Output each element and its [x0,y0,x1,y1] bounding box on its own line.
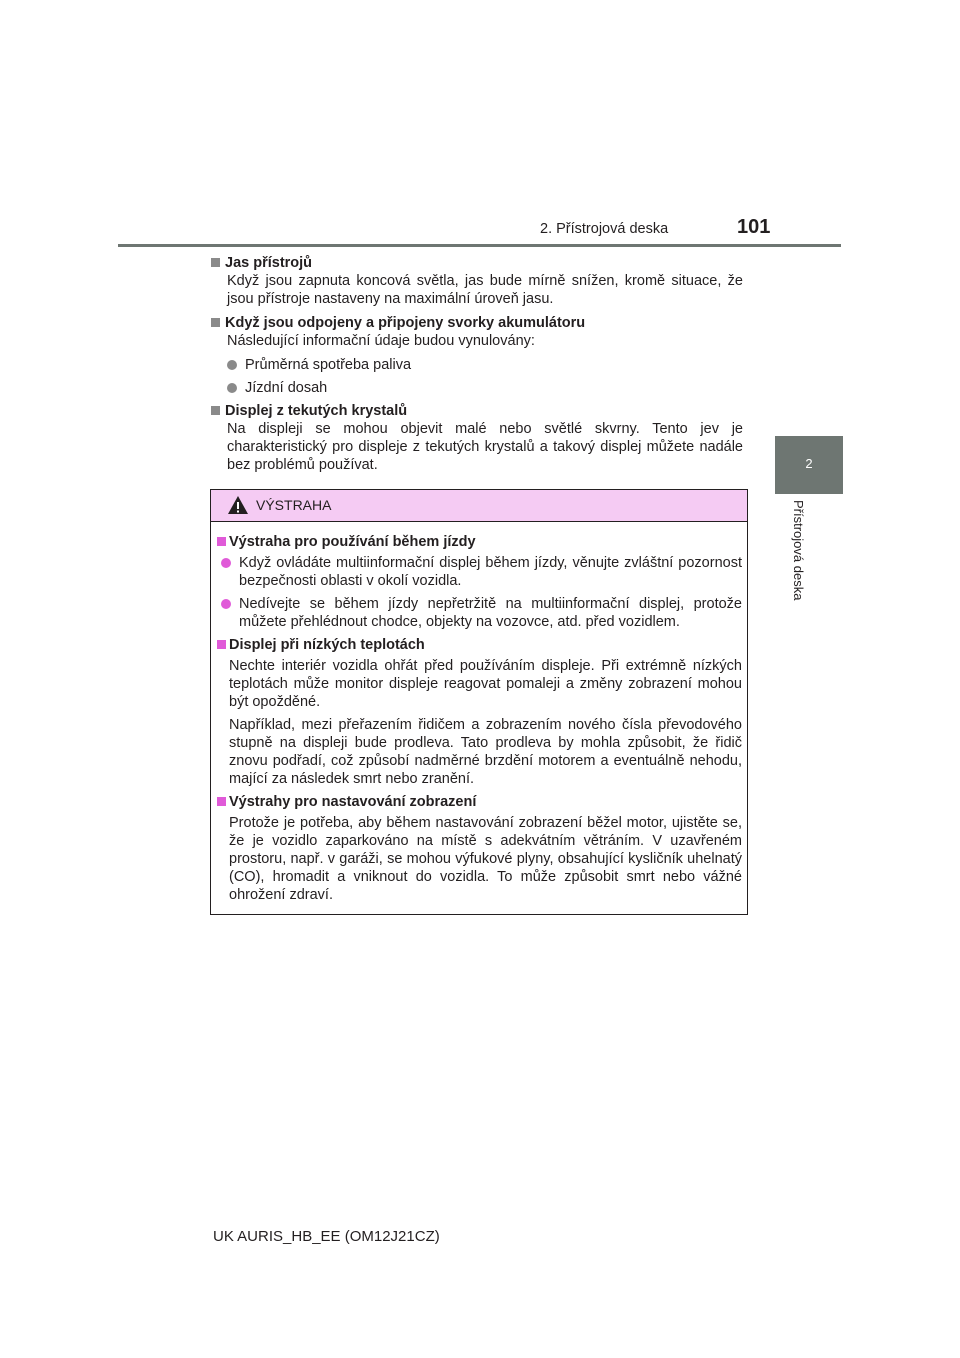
chapter-title: 2. Přístrojová deska [540,221,669,237]
warning-list-item-text: Když ovládáte multiinformační displej během jízdy, věnujte zvláštní pozornost bezpečnosti oblasti v okolí vozidla. [239,555,742,589]
page-number: 101 [737,216,771,238]
section-text: Když jsou zapnuta koncová světla, jas bude mírně snížen, kromě situace, že jsou přístroje nastaveny na maximální úroveň jasu. [227,273,743,307]
section-heading-text: Displej z tekutých krystalů [225,403,408,419]
round-bullet-icon [221,558,231,568]
round-bullet-icon [221,599,231,609]
warning-body [217,533,742,904]
warning-box [210,489,748,915]
round-bullet-icon [227,383,237,393]
warning-heading [217,793,742,811]
warning-heading-text: Displej při nízkých teplotách [229,637,425,653]
section-text: Následující informační údaje budou vynulovány: [227,333,535,349]
list-item-text: Průměrná spotřeba paliva [245,357,412,373]
side-tab-label: Přístrojová deska [791,500,806,601]
side-tab-number: 2 [805,456,813,471]
square-bullet-icon [211,318,220,327]
warning-heading-text: Výstrahy pro nastavování zobrazení [229,794,477,810]
warning-triangle-icon [227,495,249,515]
list-item-text: Jízdní dosah [245,380,328,396]
section-heading [211,402,743,420]
section-text: Na displeji se mohou objevit malé nebo světlé skvrny. Tento jev je charakteristický pro displeje z tekutých krystalů a takový displej můžete nadále bez problémů používat. [227,421,743,473]
warning-list-item [217,595,742,631]
warning-list-item-text: Nedívejte se během jízdy nepřetržitě na multiinformační displej, protože můžete přehlédnout chodce, objekty na vozovce, atd. před vozidlem. [239,596,742,630]
section-heading-text: Jas přístrojů [225,255,313,271]
footer-code: UK AURIS_HB_EE (OM12J21CZ) [213,1228,440,1245]
side-tab[interactable] [775,436,843,494]
section-heading [211,254,743,272]
warning-list-item [217,554,742,590]
header-rule [118,244,841,247]
warning-heading-text: Výstraha pro používání během jízdy [229,534,476,550]
warning-paragraph: Nechte interiér vozidla ohřát před používáním displeje. Při extrémně nízkých teplotách může monitor displeje reagovat pomaleji a změny zobrazení mohou být opožděné. [229,658,742,710]
warning-title: VÝSTRAHA [256,497,332,513]
square-bullet-icon [217,797,226,806]
section-heading [211,314,743,332]
square-bullet-icon [217,640,226,649]
square-bullet-icon [211,258,220,267]
round-bullet-icon [227,360,237,370]
warning-header [211,490,747,522]
list-item [211,356,743,374]
square-bullet-icon [217,537,226,546]
main-content [211,254,743,474]
warning-heading [217,636,742,654]
warning-paragraph: Protože je potřeba, aby během nastavování zobrazení běžel motor, ujistěte se, že je vozidlo zaparkováno na místě s adekvátním větráním. V uzavřeném prostoru, např. v garáži, se mohou výfukové plyny, obsahující kysličník uhelnatý (CO), hromadit a vniknout do vozidla. To může způsobit smrt nebo vážné ohrožení zdraví. [229,815,742,903]
warning-heading [217,533,742,551]
warning-paragraph: Například, mezi přeřazením řidičem a zobrazením nového čísla převodového stupně na displeji bude prodleva. Tato prodleva by mohla způsobit, že řidič znovu podřadí, což způsobí nadměrné brzdění motorem a eventuálně nehodu, mající za následek smrt nebo zranění. [229,717,742,787]
square-bullet-icon [211,406,220,415]
section-heading-text: Když jsou odpojeny a připojeny svorky akumulátoru [225,315,586,331]
list-item [211,379,743,397]
